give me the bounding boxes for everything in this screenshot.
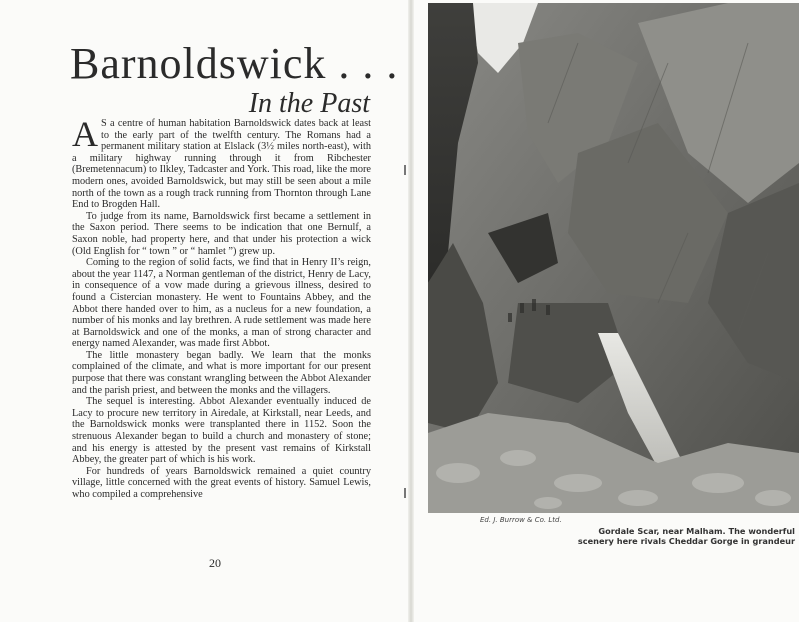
book-gutter bbox=[408, 0, 414, 622]
paragraph-6: For hundreds of years Barnoldswick remained a quiet country village, little concerned with the great events of history. Samuel Lewis, who compiled a comprehensive bbox=[72, 465, 371, 500]
paragraph-4: The little monastery began badly. We learn that the monks complained of the climate, and what is more important for our present purpose that there was constant wrangling between the Abbot Alexander and the parish priest, and between the monks and the villagers. bbox=[72, 349, 371, 396]
gordale-scar-photo bbox=[428, 3, 799, 513]
photo-credit: Ed. J. Burrow & Co. Ltd. bbox=[480, 516, 562, 524]
caption-line-1: Gordale Scar, near Malham. The wonderful bbox=[598, 526, 795, 536]
paragraph-1 bbox=[72, 114, 371, 211]
page-title: Barnoldswick . . . bbox=[70, 39, 399, 88]
photo-illustration bbox=[428, 3, 799, 513]
binding-mark-bottom bbox=[404, 488, 406, 498]
page-number: 20 bbox=[209, 556, 221, 570]
photo-caption bbox=[530, 526, 795, 546]
caption-line-2: scenery here rivals Cheddar Gorge in grandeur bbox=[577, 536, 795, 546]
paragraph-2: To judge from its name, Barnoldswick first became a settlement in the Saxon period. There seems to be indication that one Bernulf, a Saxon noble, had property here, and that under his protection a wick (Old English for “ town ” or “ hamlet ”) grew up. bbox=[72, 210, 371, 257]
binding-mark-top bbox=[404, 165, 406, 175]
paragraph-1-text: S a centre of human habitation Barnoldswick dates back at least to the early part of the twelfth century. The Romans had a permanent military station at Elslack (3½ miles north-east), with a military highway running through it from Ribchester (Bremetennacum) to Ilkley, Tadcaster and York. This road, like the more modern ones, avoided Barnoldswick, but may still be seen about a mile north of the town as a rough track running from Thornton through Lane End to Brogden Hall. bbox=[72, 118, 371, 211]
page-subtitle: In the Past bbox=[248, 88, 370, 119]
drop-cap: A bbox=[72, 114, 98, 154]
article-body bbox=[72, 114, 371, 501]
paragraph-3: Coming to the region of solid facts, we find that in Henry II’s reign, about the year 1147, a Norman gentleman of the district, Henry de Lacy, in consequence of a vow made during a grievous illness, desired to found a Cistercian monastery. He went to Fountains Abbey, and the Abbot there handed over to him, as a nucleus for a new foundation, a number of his monks and lay brethren. A rude settlement was made here at Barnoldswick and one of the monks, a man of strong character and energy named Alexander, was made first Abbot. bbox=[72, 257, 371, 350]
paragraph-5: The sequel is interesting. Abbot Alexander eventually induced de Lacy to procure new territory in Airedale, at Kirkstall, near Leeds, and the Barnoldswick monks were transplanted there in 1152. Soon the strenuous Alexander began to build a church and monastery of stone; and his energy is attested by the present vast remains of Kirkstall Abbey, the greater part of which is his work. bbox=[72, 396, 371, 466]
